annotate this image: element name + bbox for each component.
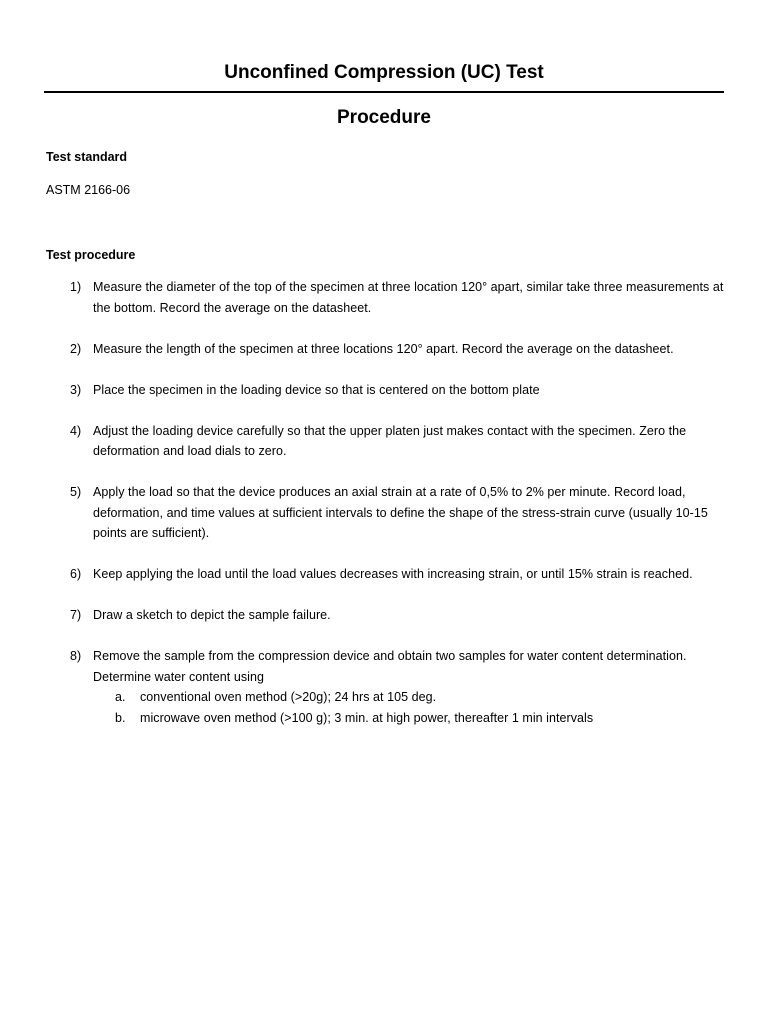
- sub-step: [93, 708, 726, 729]
- sub-step-text: microwave oven method (>100 g); 3 min. at high power, thereafter 1 min intervals: [140, 710, 594, 725]
- step-number: 4): [70, 423, 82, 438]
- step-text: Place the specimen in the loading device so that is centered on the bottom plate: [93, 382, 540, 397]
- procedure-step: [46, 277, 726, 318]
- procedure-steps-list: [46, 277, 726, 749]
- sub-step-marker: a.: [115, 690, 126, 704]
- title-underline-divider: [44, 91, 724, 93]
- step-text: Measure the length of the specimen at three locations 120° apart. Record the average on the datasheet.: [93, 341, 674, 356]
- test-standard-value: ASTM 2166-06: [46, 183, 131, 197]
- step-text: Adjust the loading device carefully so that the upper platen just makes contact with the specimen. Zero the deformation and load dials to zero.: [93, 423, 687, 458]
- procedure-step: [46, 380, 726, 401]
- step-number: 5): [70, 485, 82, 499]
- procedure-step: [46, 605, 726, 626]
- sub-step-text: conventional oven method (>20g); 24 hrs at 105 deg.: [140, 690, 437, 704]
- section-heading: Procedure: [337, 107, 431, 128]
- step-text: Keep applying the load until the load values decreases with increasing strain, or until 15% strain is reached.: [93, 567, 693, 581]
- step-number: 2): [70, 341, 82, 356]
- procedure-step: [46, 564, 726, 585]
- step-number: 8): [70, 649, 82, 663]
- test-procedure-label: Test procedure: [46, 248, 136, 262]
- step-number: 7): [70, 608, 82, 622]
- sub-step: [93, 687, 726, 708]
- step-number: 1): [70, 280, 82, 294]
- step-text: Draw a sketch to depict the sample failure.: [93, 608, 331, 622]
- procedure-step: [46, 339, 726, 360]
- sub-step-marker: b.: [115, 710, 126, 725]
- step-number: 3): [70, 382, 82, 397]
- step-number: 6): [70, 567, 82, 581]
- document-title: Unconfined Compression (UC) Test: [224, 62, 544, 83]
- procedure-step: [46, 421, 726, 462]
- procedure-step: [46, 482, 726, 544]
- step-text: Apply the load so that the device produces an axial strain at a rate of 0,5% to 2% per minute. Record load, deformation, and time values at sufficient intervals to define the shape of the stress-strain curve (usually 10-15 points are sufficient).: [93, 485, 708, 540]
- step-text: Measure the diameter of the top of the specimen at three location 120° apart, similar take three measurements at the bottom. Record the average on the datasheet.: [93, 280, 724, 315]
- procedure-step: [46, 646, 726, 728]
- step-text: Remove the sample from the compression device and obtain two samples for water content determination. Determine water content using: [93, 649, 687, 684]
- test-standard-label: Test standard: [46, 150, 128, 164]
- water-content-methods-list: [93, 687, 726, 728]
